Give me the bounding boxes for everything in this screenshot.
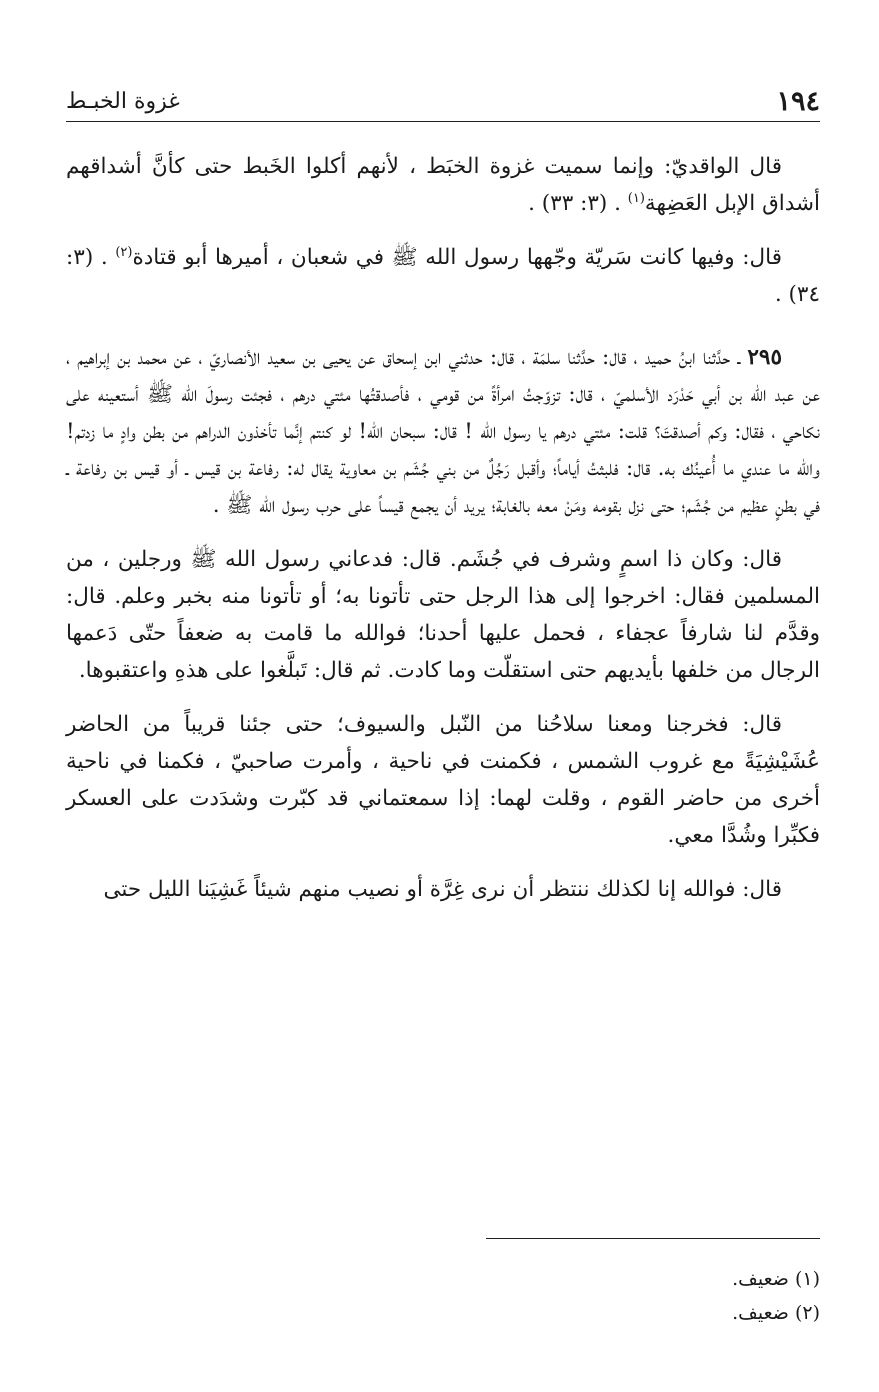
paragraph-6: قال: فوالله إنا لكذلك ننتظر أن نرى غِرَّة أو نصيب منهم شيئاً غَشِيَنا الليل حتى: [103, 877, 782, 902]
footnote-marker-2: (٢): [115, 244, 133, 260]
paragraph-3: ٢٩٥ ـ حدَّثنا ابنُ حميد ، قال: حدَّثنا سلمَة ، قال: حدثني ابن إسحاق عن يحيى بن سعيد الأنصاريّ ، عن محمد بن إبراهيم ، عن عبد الله بن أبي حَدْرَد الأسلميّ ، قال: تزوّجتُ امرأةً من قومي ، فأصدقتُها مئتي درهم ، فجئت رسولَ الله ﷺ أستعينه على نكاحي ، فقال: وكم أصدقتَ؟ قلت: مئتي درهم يا رسول الله ! قال: سبحان الله! لو كنتم إنَّما تأخذون الدراهم من بطن وادٍ ما زدتم! والله ما عندي ما أُعينُك به. قال: فلبثتُ أياماً؛ وأقبل رَجُلٌ من بني جُشَم بن معاوية يقال له: رفاعة بن قيس ـ أو قيس بن رفاعة ـ في بطنٍ عظيم من جُشَم؛ حتى نزل بقومه ومَنْ معه بالغابة؛ يريد أن يجمع قيساً على حرب رسول الله ﷺ .: [66, 345, 820, 518]
header-rule: [66, 121, 820, 122]
body-text: [66, 148, 820, 925]
footnotes: [66, 1262, 820, 1330]
footnote-1: (١) ضعيف.: [732, 1268, 820, 1290]
running-title: غزوة الخبـط: [66, 89, 180, 114]
hadith-number: ٢٩٥: [747, 345, 782, 370]
page-header: [66, 82, 820, 122]
footnote-2: (٢) ضعيف.: [732, 1302, 820, 1324]
footnote-rule: [486, 1238, 820, 1239]
page-number: ١٩٤: [776, 86, 820, 117]
footnote-marker-1: (١): [627, 190, 645, 206]
paragraph-2: قال: وفيها كانت سَريّة وجّهها رسول الله ﷺ في شعبان ، أميرها أبو قتادة$^{(٢)}$ . (٣: ٣٤) .: [66, 244, 820, 307]
paragraph-5: قال: فخرجنا ومعنا سلاحُنا من النّبل والسيوف؛ حتى جئنا قريباً من الحاضر عُشَيْشِيَةً مع غروب الشمس ، فكمنت في ناحية ، وأمرت صاحبيّ ، فكمنا في ناحية أخرى من حاضر القوم ، وقلت لهما: إذا سمعتماني قد كبّرت وشدَدت على العسكر فكبِّرا وشُدَّا معي.: [66, 712, 820, 848]
paragraph-1: قال الواقديّ: وإنما سميت غزوة الخبَط ، لأنهم أكلوا الخَبط حتى كأنَّ أشداقهم أشداق الإبل العَضِهة$^{(١)}$ . (٣: ٣٣) .: [66, 154, 820, 216]
paragraph-4: قال: وكان ذا اسمٍ وشرف في جُشَم. قال: فدعاني رسول الله ﷺ ورجلين ، من المسلمين فقال: اخرجوا إلى هذا الرجل حتى تأتونا به؛ أو تأتونا منه بخبر وعلم. قال: وقدَّم لنا شارفاً عجفاء ، فحمل عليها أحدنا؛ فوالله ما قامت به ضعفاً حتّى دَعمها الرجال من خلفها بأيديهم حتى استقلّت وما كادت. ثم قال: تَبلَّغوا على هذهِ واعتقبوها.: [66, 547, 820, 683]
